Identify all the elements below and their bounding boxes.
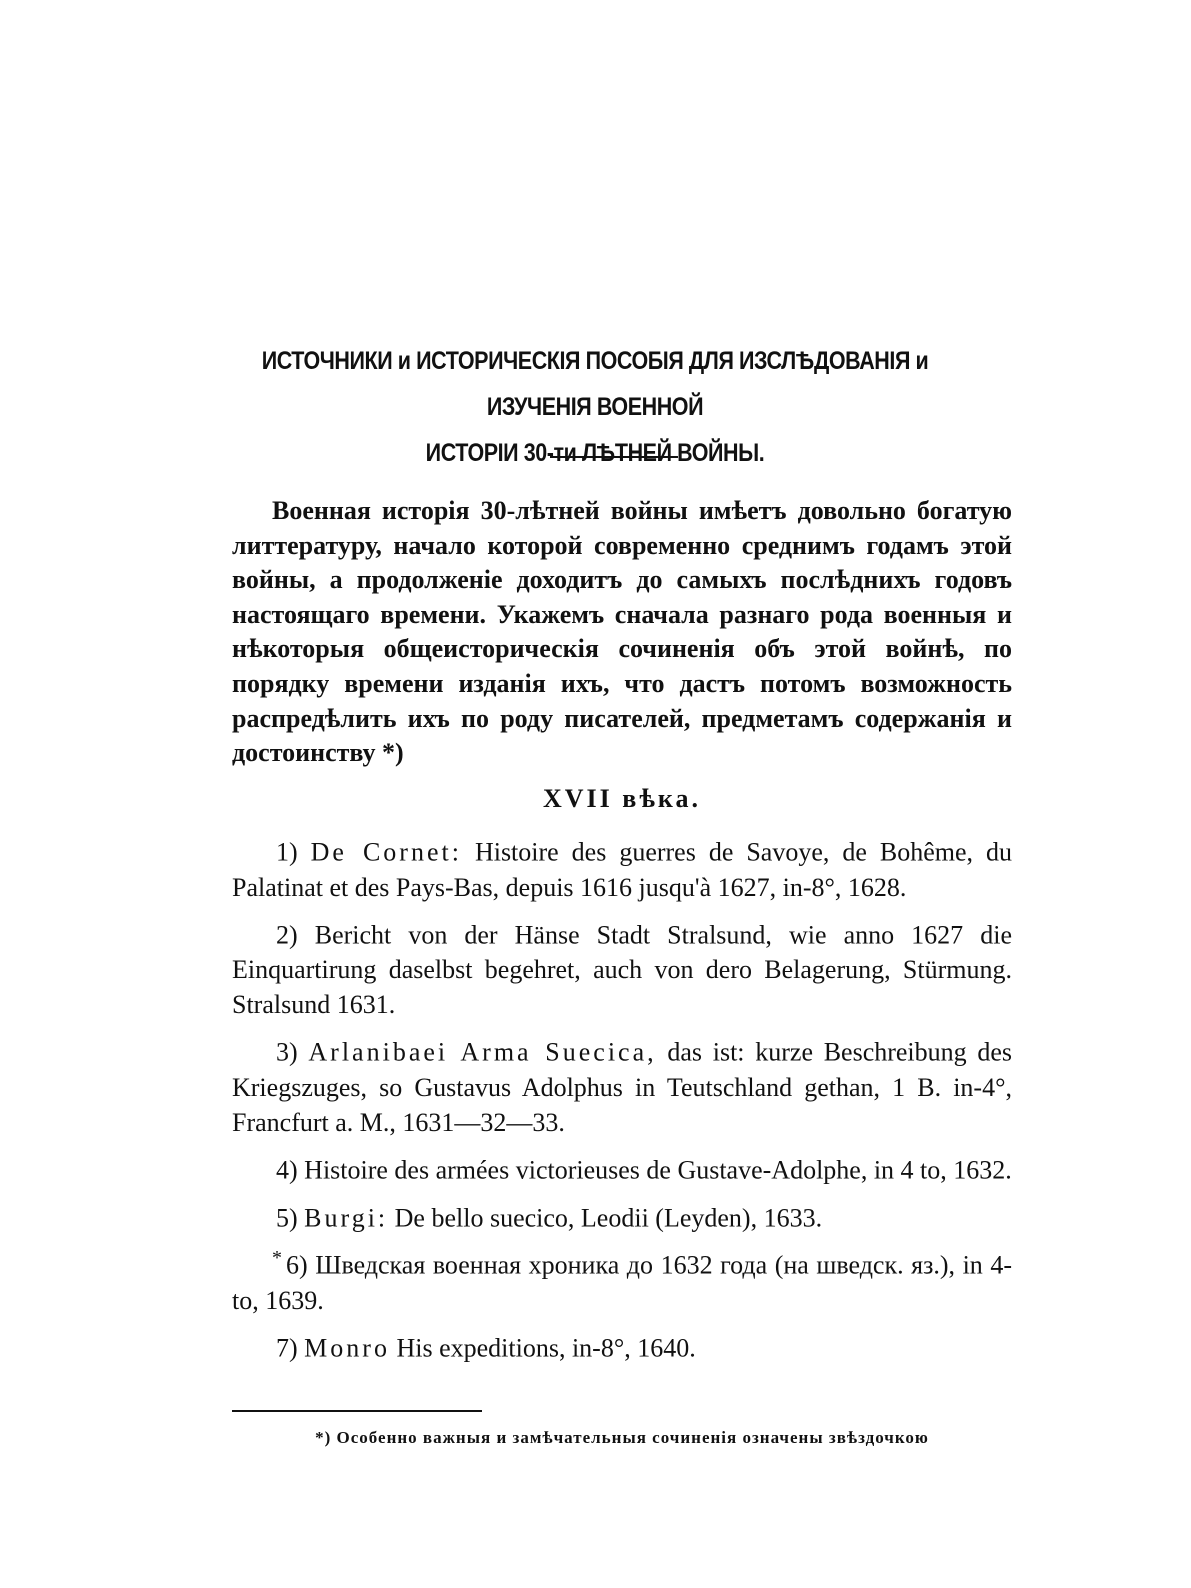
list-item <box>232 911 1012 1023</box>
entry-number: 7) <box>276 1333 298 1363</box>
entry-number: 5) <box>276 1203 298 1233</box>
entry-number: 4) <box>276 1155 298 1185</box>
entry-number: 6) <box>286 1250 308 1280</box>
entry-number: 2) <box>276 920 298 950</box>
section-heading: XVII вѣка. <box>542 784 702 813</box>
title-divider <box>550 456 678 458</box>
entry-text: His expeditions, in-8°, 1640. <box>396 1333 696 1363</box>
entry-author: Monro <box>304 1333 390 1363</box>
bibliography-list <box>232 828 1012 1372</box>
list-item <box>232 1241 1012 1318</box>
entry-author: Burgi: <box>304 1203 389 1233</box>
list-item <box>232 828 1012 905</box>
entry-text: Histoire des guerres de Savoye, de Bohême, du Palatinat et des Pays-Bas, depuis 1616 jusqu'à 1627, in-8°, 1628. <box>232 837 1013 902</box>
entry-text: De bello suecico, Leodii (Leyden), 1633. <box>394 1203 823 1233</box>
entry-number: 3) <box>276 1037 298 1067</box>
entry-author: De Cornet: <box>310 837 462 867</box>
title-line-1: ИСТОЧНИКИ и ИСТОРИЧЕСКІЯ ПОСОБІЯ ДЛЯ ИЗСЛѢДОВАНІЯ и ИЗУЧЕНІЯ ВОЕННОЙ <box>261 347 929 421</box>
entry-text: das ist: kurze Beschreibung des Kriegszuges, so Gustavus Adolphus in Teutschland gethan, 1 B. in-4°, Francfurt a. M., 1631—32—33. <box>232 1037 1013 1137</box>
footnote-divider <box>232 1410 482 1412</box>
entry-number: 1) <box>276 837 298 867</box>
entry-text: Histoire des armées victorieuses de Gustave-Adolphe, in 4 to, 1632. <box>304 1155 1012 1185</box>
list-item <box>232 1146 1012 1188</box>
entry-author: Arlanibaei Arma Suecica, <box>308 1037 657 1067</box>
intro-paragraph: Военная исторія 30-лѣтней войны имѣетъ довольно богатую литтературу, начало которой современно среднимъ годамъ этой войны, а продолженіе доходитъ до самыхъ послѣднихъ годовъ настоящаго времени. Укажемъ сначала разнаго рода военныя и нѣкоторыя общеисторическія сочиненія объ этой войнѣ, по порядку времени изданія ихъ, что дастъ потомъ возможность распредѣлить ихъ по роду писателей, предметамъ содержанія и достоинству *) <box>232 496 1012 768</box>
entry-text: Bericht von der Hänse Stadt Stralsund, wie anno 1627 die Einquartirung daselbst begehret, auch von dero Belagerung, Stürmung. Stralsund 1631. <box>232 920 1012 1020</box>
list-item <box>232 1028 1012 1140</box>
title-line-2: ИСТОРІИ 30-ти ЛѢТНЕЙ ВОЙНЫ. <box>425 439 765 467</box>
footnote: *) Особенно важныя и замѣчательныя сочиненія означены звѣздочкою <box>315 1428 929 1447</box>
list-item <box>232 1324 1012 1366</box>
list-item <box>232 1194 1012 1236</box>
entry-text: Шведская военная хроника до 1632 года (на шведск. яз.), in 4-to, 1639. <box>232 1250 1012 1315</box>
star-marker: * <box>272 1247 282 1270</box>
